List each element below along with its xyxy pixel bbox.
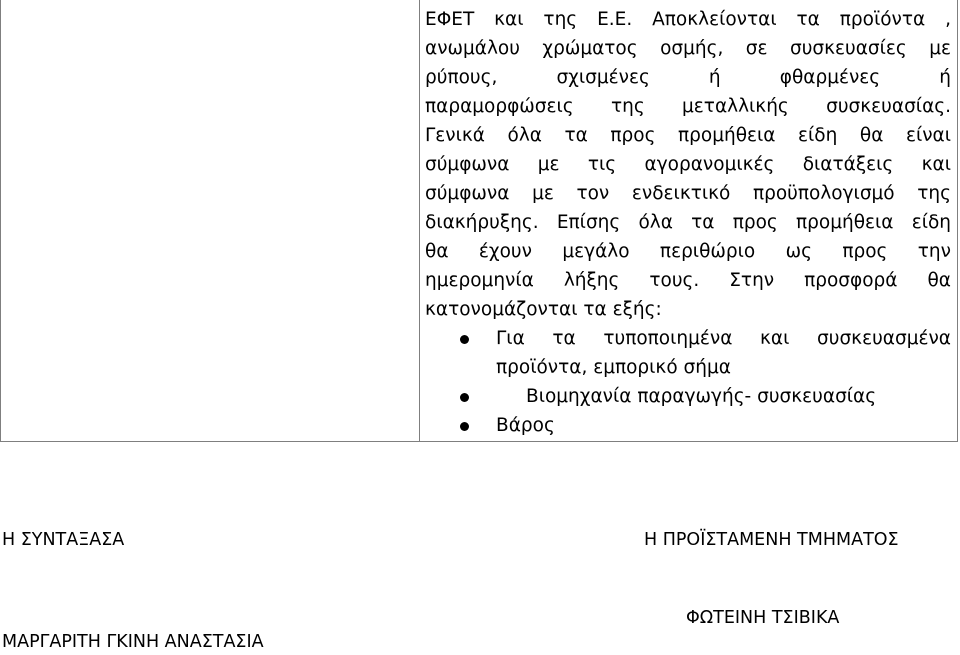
right-signature-title: Η ΠΡΟΪΣΤΑΜΕΝΗ ΤΜΗΜΑΤΟΣ: [644, 530, 899, 550]
list-item-text: Για τα τυποποιημένα και συσκευασμένα: [496, 328, 951, 349]
paragraph-line: Γενικά όλα τα προς προμήθεια είδη θα είναι: [425, 125, 951, 146]
paragraph-line: διακήρυξης. Επίσης όλα τα προς προμήθεια είδη: [425, 212, 951, 233]
list-item-continuation: προϊόντα, εμπορικό σήμα: [496, 357, 731, 378]
bullet-icon: [460, 335, 469, 344]
paragraph-line: παραμορφώσεις της μεταλλικής συσκευασίας.: [425, 96, 951, 117]
table-column-divider: [419, 0, 420, 441]
right-signature-name: ΦΩΤΕΙΝΗ ΤΣΙΒΙΚΑ: [686, 608, 840, 628]
bullet-icon: [460, 422, 469, 431]
list-item: [425, 411, 951, 440]
list-item: [425, 382, 951, 411]
list-item: [425, 324, 951, 382]
paragraph-line: ΕΦΕΤ και της Ε.Ε. Αποκλείονται τα προϊόντα ,: [425, 9, 951, 30]
specification-cell: [425, 5, 951, 440]
left-signature-title: Η ΣΥΝΤΑΞΑΣΑ: [2, 530, 125, 550]
list-item-text: Βιομηχανία παραγωγής- συσκευασίας: [526, 386, 877, 407]
list-item-text: Βάρος: [496, 415, 555, 436]
paragraph-line: ρύπους, σχισμένες ή φθαρμένες ή: [425, 67, 951, 88]
paragraph-line: ημερομηνία λήξης τους. Στην προσφορά θα: [425, 270, 951, 291]
bullet-list: [425, 324, 951, 440]
left-signature-name: ΜΑΡΓΑΡΙΤΗ ΓΚΙΝΗ ΑΝΑΣΤΑΣΙΑ: [2, 632, 264, 652]
paragraph-line: σύμφωνα με τις αγορανομικές διατάξεις και: [425, 154, 951, 175]
paragraph-line: κατονομάζονται τα εξής:: [425, 299, 662, 320]
paragraph-line: ανωμάλου χρώματος οσμής, σε συσκευασίες με: [425, 38, 951, 59]
specification-paragraph: [425, 5, 951, 324]
bullet-icon: [460, 393, 469, 402]
paragraph-line: σύμφωνα με τον ενδεικτικό προϋπολογισμό της: [425, 183, 951, 204]
paragraph-line: θα έχουν μεγάλο περιθώριο ως προς την: [425, 241, 951, 262]
